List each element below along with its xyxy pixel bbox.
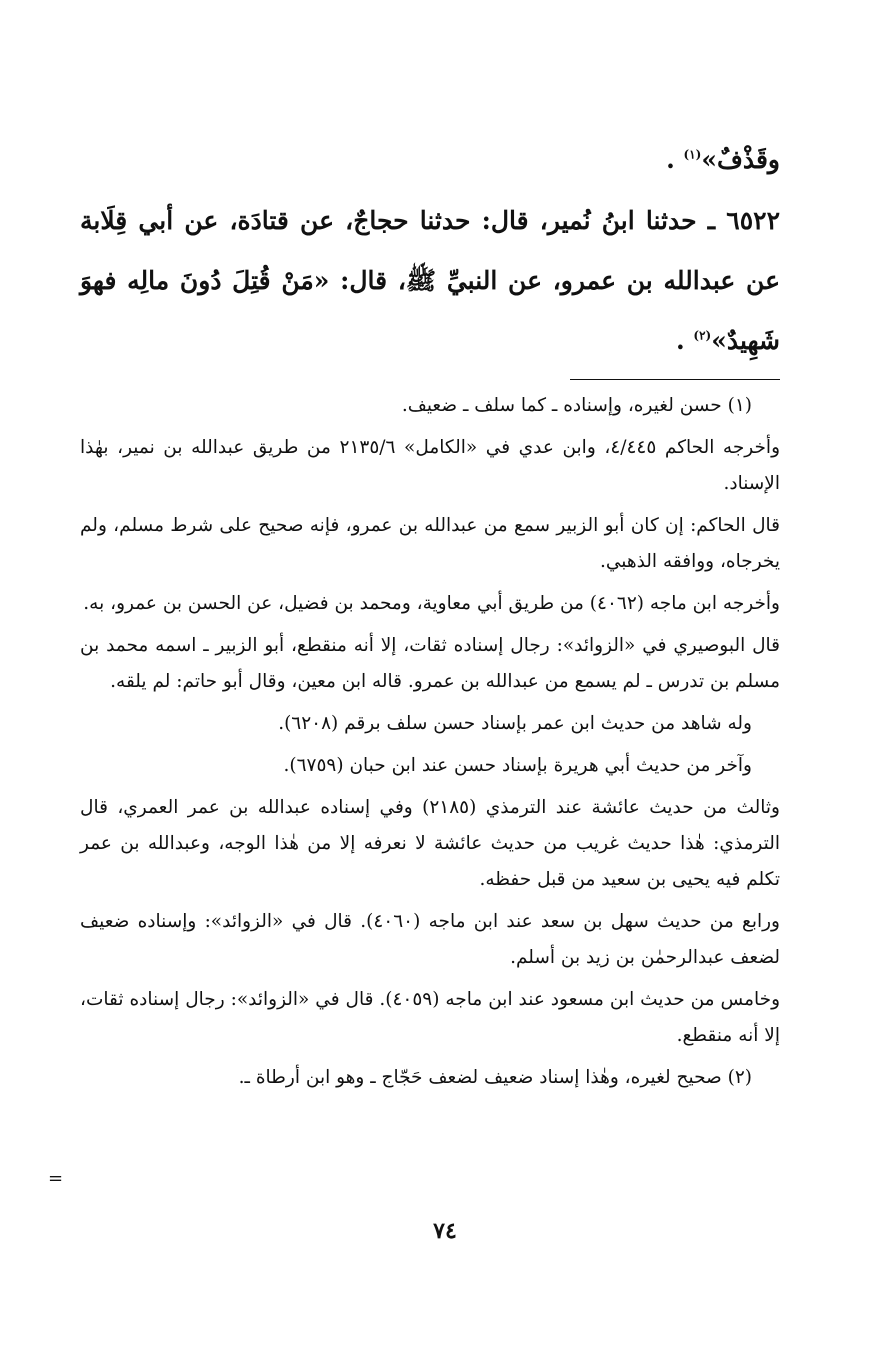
continuation-mark: = bbox=[48, 1168, 64, 1189]
footnote-1-para-9: وخامس من حديث ابن مسعود عند ابن ماجه (٤٠٥٩). قال في «الزوائد»: رجال إسناده ثقات، إلا أنه منقطع. bbox=[80, 989, 781, 1046]
footnote-1-para-2: قال الحاكم: إن كان أبو الزبير سمع من عبدالله بن عمرو، فإنه صحيح على شرط مسلم، ولم يخرجاه، ووافقه الذهبي. bbox=[80, 515, 780, 572]
footnote-1-para-3: وأخرجه ابن ماجه (٤٠٦٢) من طريق أبي معاوية، ومحمد بن فضيل، عن الحسن بن عمرو، به. bbox=[83, 593, 780, 614]
footnote-divider bbox=[570, 379, 780, 380]
page-number: ٧٤ bbox=[433, 1218, 457, 1244]
main-line-top: وقَذْفٌ»$^{(١)}$ . bbox=[666, 145, 780, 174]
footnote-1-para-1: وأخرجه الحاكم ٤/٤٤٥، وابن عدي في «الكامل» ٢١٣٥/٦ من طريق عبدالله بن نمير، بهٰذا الإسناد. bbox=[80, 437, 781, 494]
footnote-1-para-5: وله شاهد من حديث ابن عمر بإسناد حسن سلف برقم (٦٢٠٨). bbox=[278, 713, 752, 734]
footnotes bbox=[80, 388, 780, 1096]
hadith-paragraph: ٦٥٢٢ ـ حدثنا ابنُ نُمير، قال: حدثنا حجاجٌ، عن قتادَة، عن أبي قِلَابة عن عبدالله بن عمرو، عن النبيِّ ﷺ، قال: «مَنْ قُتِلَ دُونَ مالِه فهوَ شَهِيدٌ»$^{(٢)}$ . bbox=[80, 206, 780, 355]
footnote-1-para-8: ورابع من حديث سهل بن سعد عند ابن ماجه (٤٠٦٠). قال في «الزوائد»: وإسناده ضعيف لضعف عبدالرحمٰن بن زيد بن أسلم. bbox=[80, 911, 780, 968]
footnote-1-para-4: قال البوصيري في «الزوائد»: رجال إسناده ثقات، إلا أنه منقطع، أبو الزبير ـ اسمه محمد بن مسلم بن تدرس ـ لم يسمع من عبدالله بن عمرو. قاله ابن معين، وقال أبو حاتم: لم يلقه. bbox=[80, 635, 780, 692]
footnote-2: (٢) صحيح لغيره، وهٰذا إسناد ضعيف لضعف حَجّاج ـ وهو ابن أرطاة ـ. bbox=[238, 1067, 752, 1088]
page-body bbox=[80, 135, 780, 1096]
footnote-ref-2[interactable]: (٢) bbox=[693, 328, 712, 343]
main-text bbox=[80, 135, 780, 371]
footnote-1-para-6: وآخر من حديث أبي هريرة بإسناد حسن عند ابن حبان (٦٧٥٩). bbox=[283, 755, 752, 776]
footnote-1-para-7: وثالث من حديث عائشة عند الترمذي (٢١٨٥) وفي إسناده عبدالله بن عمر العمري، قال الترمذي: هٰذا حديث غريب من حديث عائشة لا نعرفه إلا من هٰذا الوجه، وعبدالله بن عمر تكلم فيه يحيى بن سعيد من قبل حفظه. bbox=[80, 797, 780, 890]
footnote-1-lead: (١) حسن لغيره، وإسناده ـ كما سلف ـ ضعيف. bbox=[401, 395, 752, 416]
footnote-ref-1[interactable]: (١) bbox=[683, 147, 702, 162]
